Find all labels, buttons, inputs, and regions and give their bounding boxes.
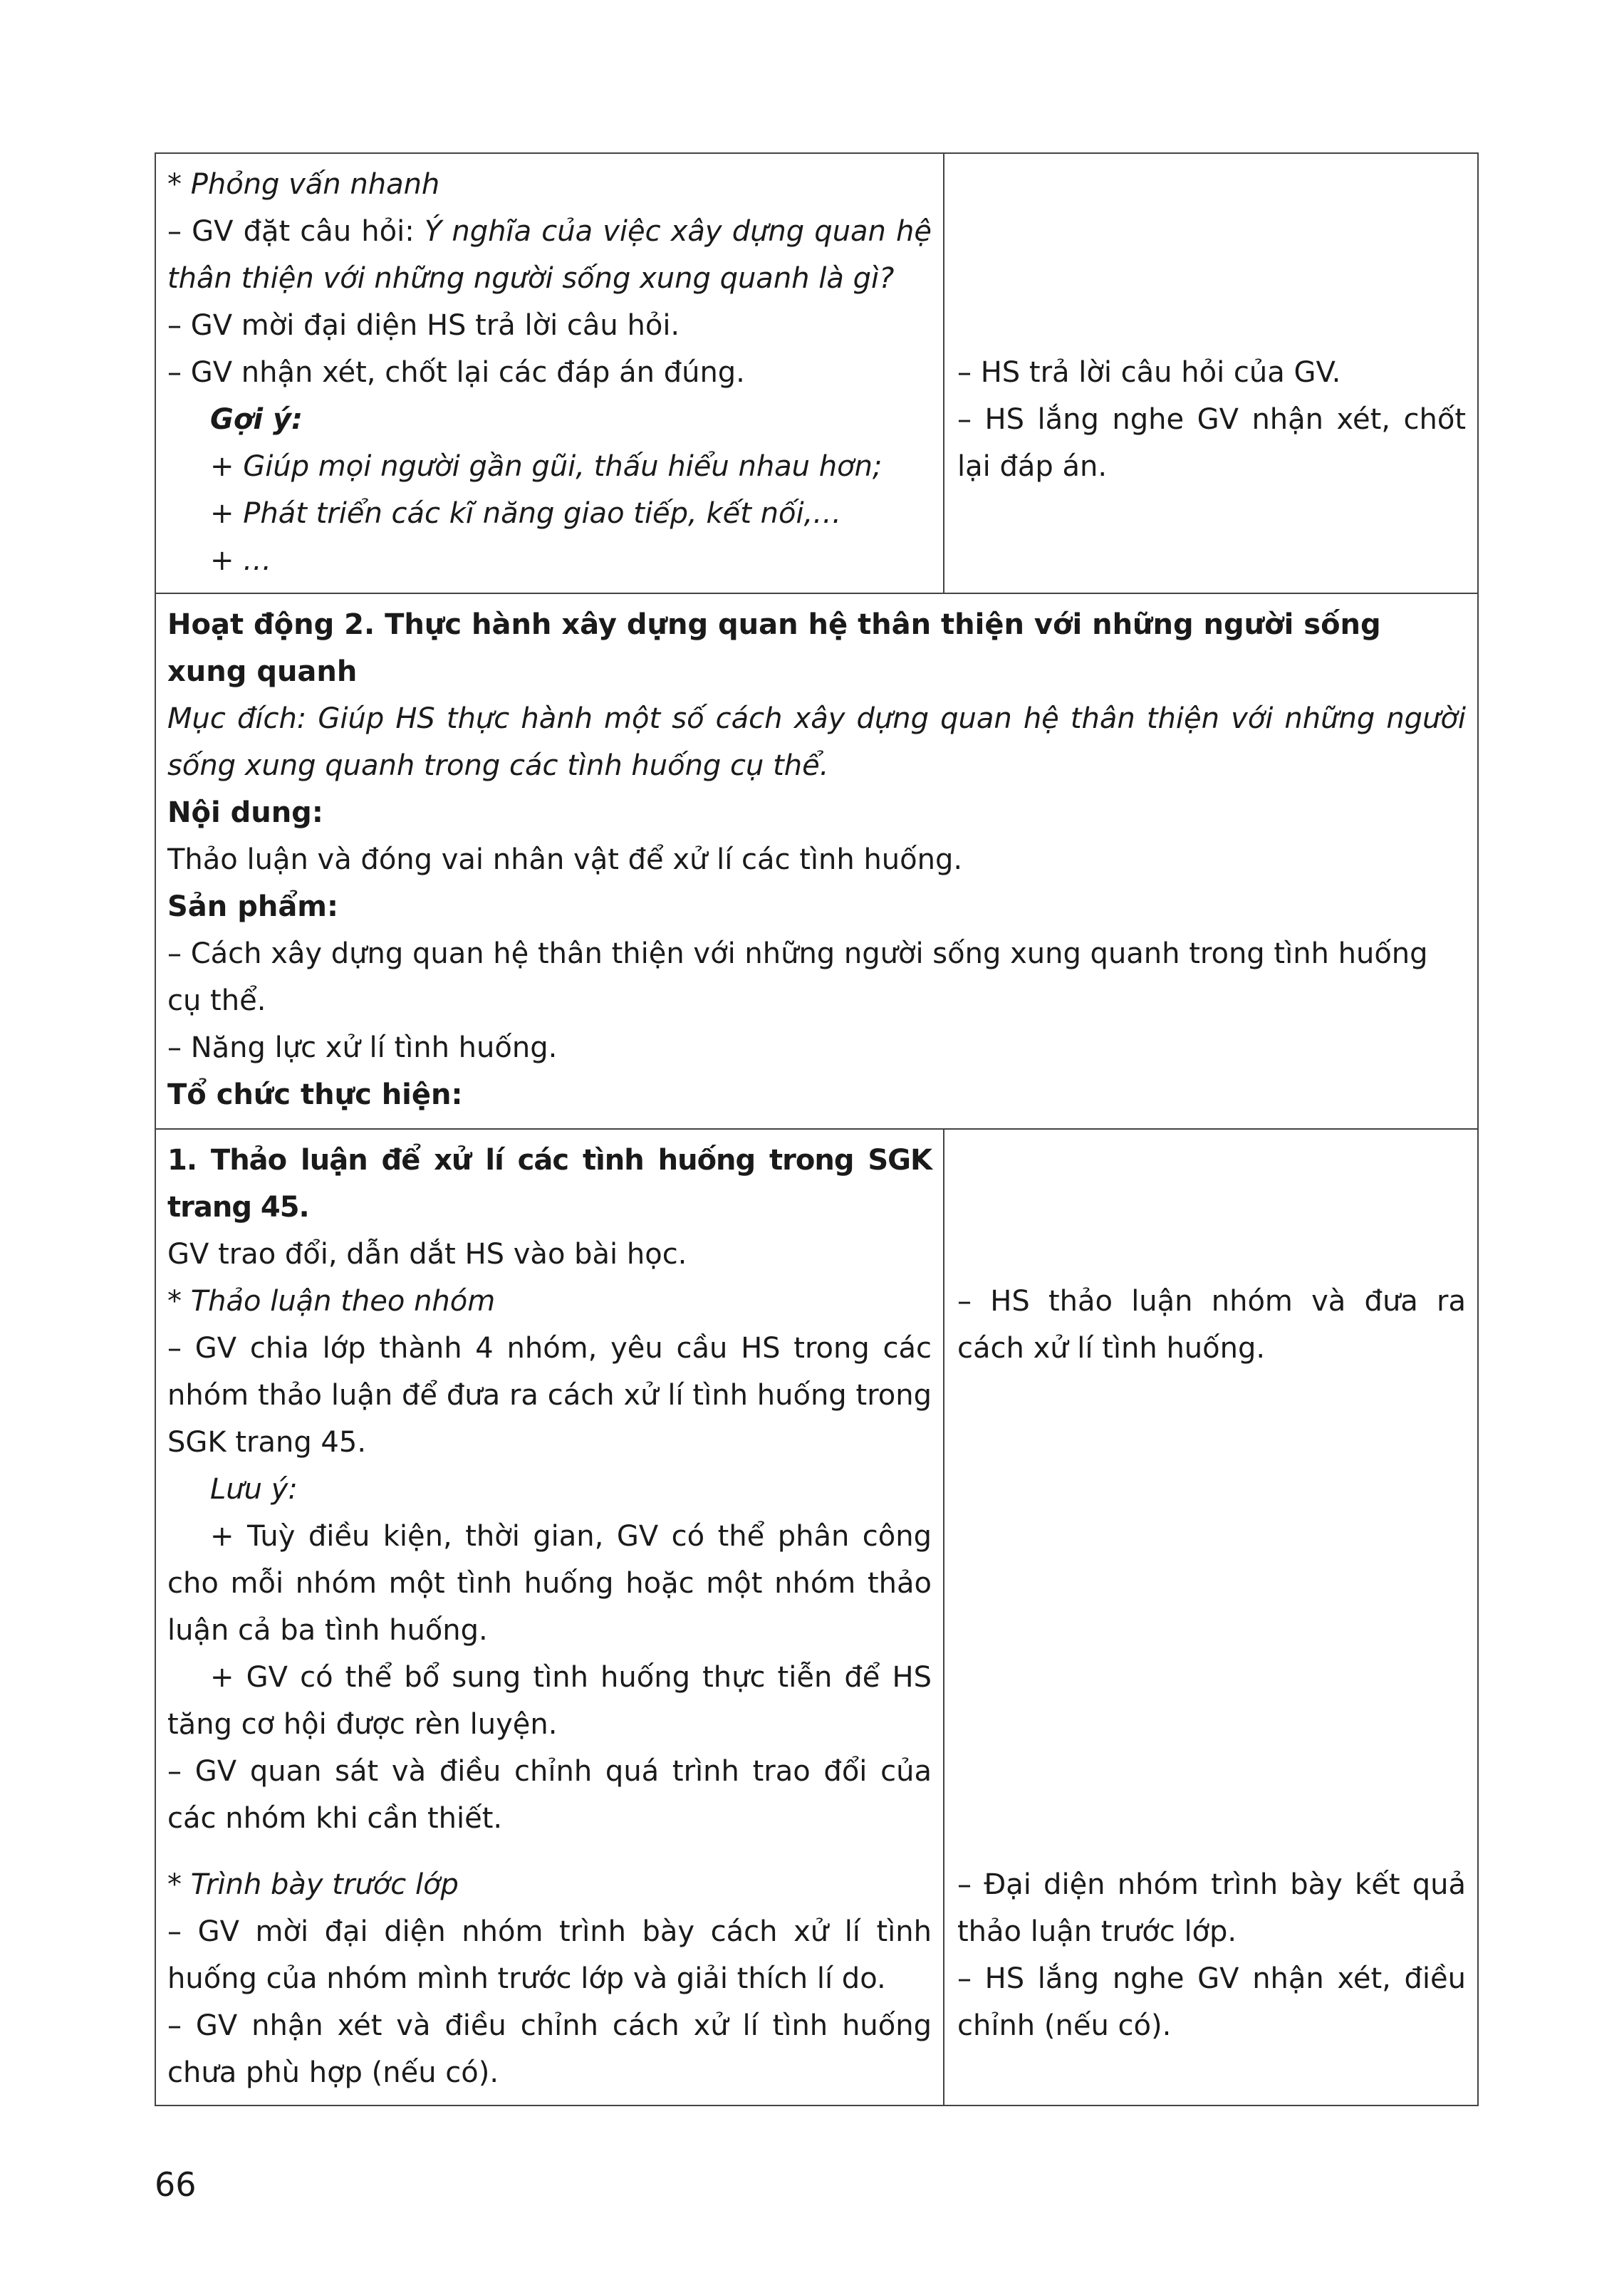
teacher-step: – GV mời đại diện nhóm trình bày cách xử lí tình huống của nhóm mình trước lớp và giải thích lí do.	[167, 1915, 932, 1995]
student-step: – HS lắng nghe GV nhận xét, chốt lại đáp án.	[957, 403, 1466, 483]
student-step: – HS lắng nghe GV nhận xét, điều chỉnh (nếu có).	[957, 1962, 1466, 2042]
quick-interview-heading: * Phỏng vấn nhanh	[167, 168, 440, 201]
hint-item: + …	[210, 544, 272, 577]
table-row	[156, 1128, 1477, 2105]
student-step: – HS thảo luận nhóm và đưa ra cách xử lí tình huống.	[957, 1285, 1466, 1365]
hint-label: Gợi ý:	[210, 403, 303, 436]
product-label: Sản phẩm:	[167, 890, 338, 923]
content-label: Nội dung:	[167, 796, 323, 829]
teacher-step: – GV mời đại diện HS trả lời câu hỏi.	[167, 309, 680, 342]
product-item: – Năng lực xử lí tình huống.	[167, 1031, 558, 1064]
hint-item: + Giúp mọi người gần gũi, thấu hiểu nhau hơn;	[210, 450, 883, 483]
content-text: Thảo luận và đóng vai nhân vật để xử lí các tình huống.	[167, 843, 963, 876]
activity-cell	[156, 594, 1477, 1128]
teacher-step: – GV nhận xét, chốt lại các đáp án đúng.	[167, 356, 745, 389]
organization-label: Tổ chức thực hiện:	[167, 1078, 463, 1111]
student-column	[943, 1130, 1477, 2105]
lesson-table	[155, 152, 1479, 2106]
product-item: – Cách xây dựng quan hệ thân thiện với những người sống xung quanh trong tình huống cụ thể.	[167, 937, 1428, 1017]
task-title: 1. Thảo luận để xử lí các tình huống trong SGK trang 45.	[167, 1144, 932, 1224]
student-column	[943, 154, 1477, 593]
note-label: Lưu ý:	[210, 1473, 298, 1506]
table-row	[156, 154, 1477, 593]
teacher-column	[156, 1130, 943, 2105]
group-heading: * Thảo luận theo nhóm	[167, 1285, 496, 1318]
activity-purpose: Mục đích: Giúp HS thực hành một số cách xây dựng quan hệ thân thiện với những người sống xung quanh trong các tình huống cụ thể.	[167, 702, 1466, 782]
presentation-heading: * Trình bày trước lớp	[167, 1868, 459, 1901]
teacher-question: – GV đặt câu hỏi: Ý nghĩa của việc xây dựng quan hệ thân thiện với những người sống xung quanh là gì?	[167, 215, 932, 295]
activity-title: Hoạt động 2. Thực hành xây dựng quan hệ thân thiện với những người sống xung quanh	[167, 608, 1381, 688]
teacher-step: – GV nhận xét và điều chỉnh cách xử lí tình huống chưa phù hợp (nếu có).	[167, 2009, 932, 2089]
task-intro: GV trao đổi, dẫn dắt HS vào bài học.	[167, 1238, 687, 1271]
hint-item: + Phát triển các kĩ năng giao tiếp, kết nối,…	[210, 497, 842, 530]
page-number: 66	[155, 2165, 197, 2204]
teacher-column	[156, 154, 943, 593]
note-item: + GV có thể bổ sung tình huống thực tiễn để HS tăng cơ hội được rèn luyện.	[167, 1661, 932, 1741]
note-item: + Tuỳ điều kiện, thời gian, GV có thể phân công cho mỗi nhóm một tình huống hoặc một nhóm thảo luận cả ba tình huống.	[167, 1520, 932, 1647]
activity-row	[156, 593, 1477, 1128]
student-step: – HS trả lời câu hỏi của GV.	[957, 356, 1341, 389]
teacher-step: – GV quan sát và điều chỉnh quá trình trao đổi của các nhóm khi cần thiết.	[167, 1755, 932, 1835]
teacher-step: – GV chia lớp thành 4 nhóm, yêu cầu HS trong các nhóm thảo luận để đưa ra cách xử lí tình huống trong SGK trang 45.	[167, 1332, 932, 1459]
student-step: – Đại diện nhóm trình bày kết quả thảo luận trước lớp.	[957, 1868, 1466, 1948]
